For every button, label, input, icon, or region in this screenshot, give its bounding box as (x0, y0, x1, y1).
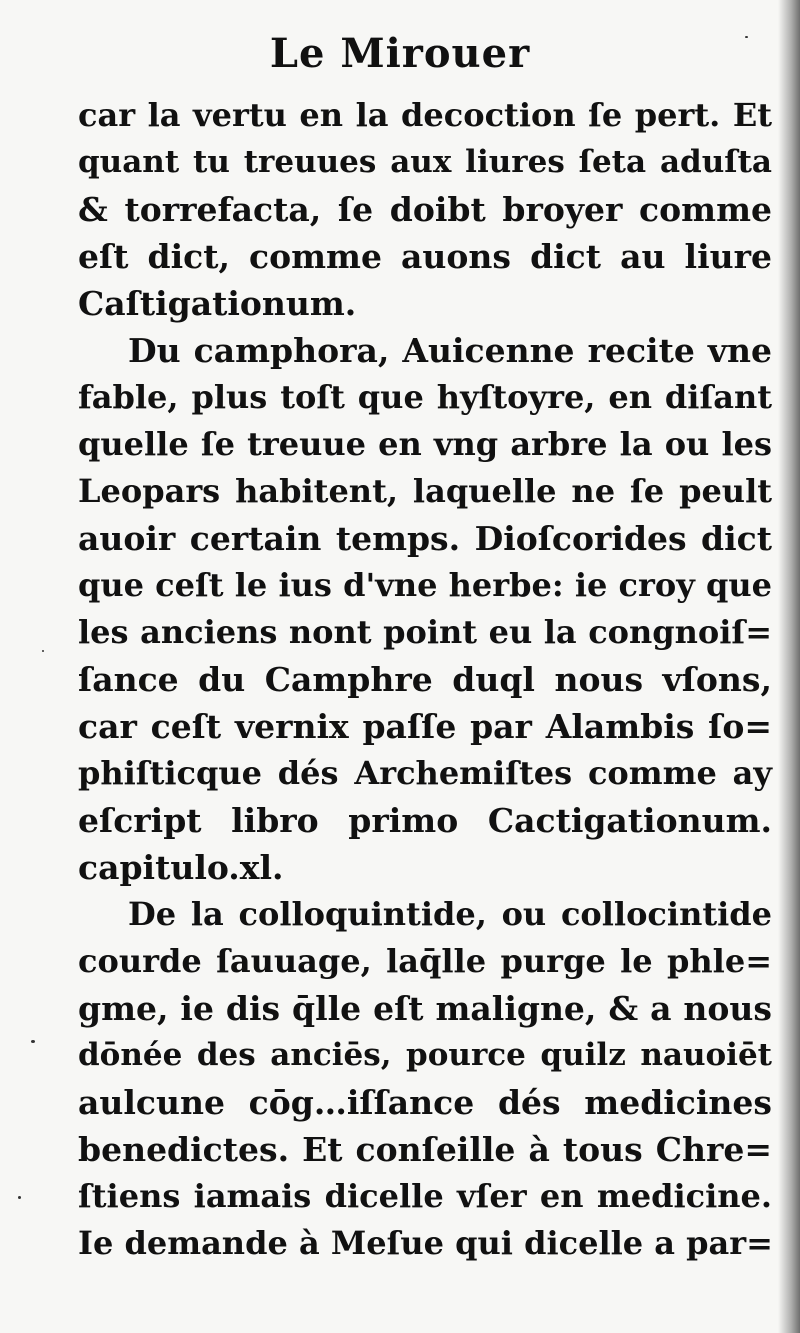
text-line: ſance du Camphre duql nous vſons, (78, 660, 772, 699)
text-line: phiſticque dés Archemiſtes comme ay (78, 754, 772, 792)
ink-speck (31, 1040, 35, 1043)
text-line: benedictes. Et conſeille à tous Chre= (78, 1130, 772, 1169)
running-header: Le Mirouer (269, 30, 531, 77)
paragraph-start-line: Du camphora, Auicenne recite vne (128, 331, 772, 370)
text-line: Caſtigationum. (78, 284, 357, 323)
text-line: & torrefacta, ſe doibt broyer comme (78, 190, 772, 229)
text-line: que ceſt le ius d'vne herbe: ie croy que (78, 566, 772, 604)
text-line: quelle ſe treuue en vng arbre la ou les (78, 425, 772, 463)
ink-speck (745, 36, 748, 38)
text-line: Leopars habitent, laquelle ne ſe peult (78, 472, 772, 510)
text-line: aulcune cōg…iſſance dés medicines (78, 1083, 772, 1122)
text-line: auoir certain temps. Dioſcorides dict (78, 519, 772, 558)
paragraph-start-line: De la colloquintide, ou collocintide (128, 895, 772, 933)
text-line: capitulo.xl. (78, 848, 284, 887)
text-line: les anciens nont point eu la congnoiſ= (78, 613, 772, 651)
text-line: ſtiens iamais dicelle vſer en medicine. (78, 1177, 772, 1215)
text-line: quant tu treuues aux liures ſeta aduſta (78, 144, 772, 180)
page-edge-shadow (778, 0, 800, 1333)
text-line: dōnée des anciēs, pource quilz nauoiēt (78, 1037, 772, 1073)
text-line: eſcript libro primo Cactigationum. (78, 801, 772, 840)
text-line: car ceſt vernix paſſe par Alambis ſo= (78, 707, 772, 746)
body-text (78, 92, 772, 1267)
ink-speck (42, 650, 44, 652)
text-line: car la vertu en la decoction ſe pert. Et (78, 96, 772, 134)
text-line: fable, plus toſt que hyſtoyre, en diſant (78, 378, 772, 416)
text-line: eſt dict, comme auons dict au liure (78, 237, 772, 276)
ink-speck (18, 1196, 21, 1199)
text-line: courde ſauuage, laq̄lle purge le phle= (78, 942, 772, 980)
text-line: Ie demande à Meſue qui dicelle a par= (78, 1224, 773, 1262)
text-line: gme, ie dis q̄lle eſt maligne, & a nous (78, 989, 772, 1028)
